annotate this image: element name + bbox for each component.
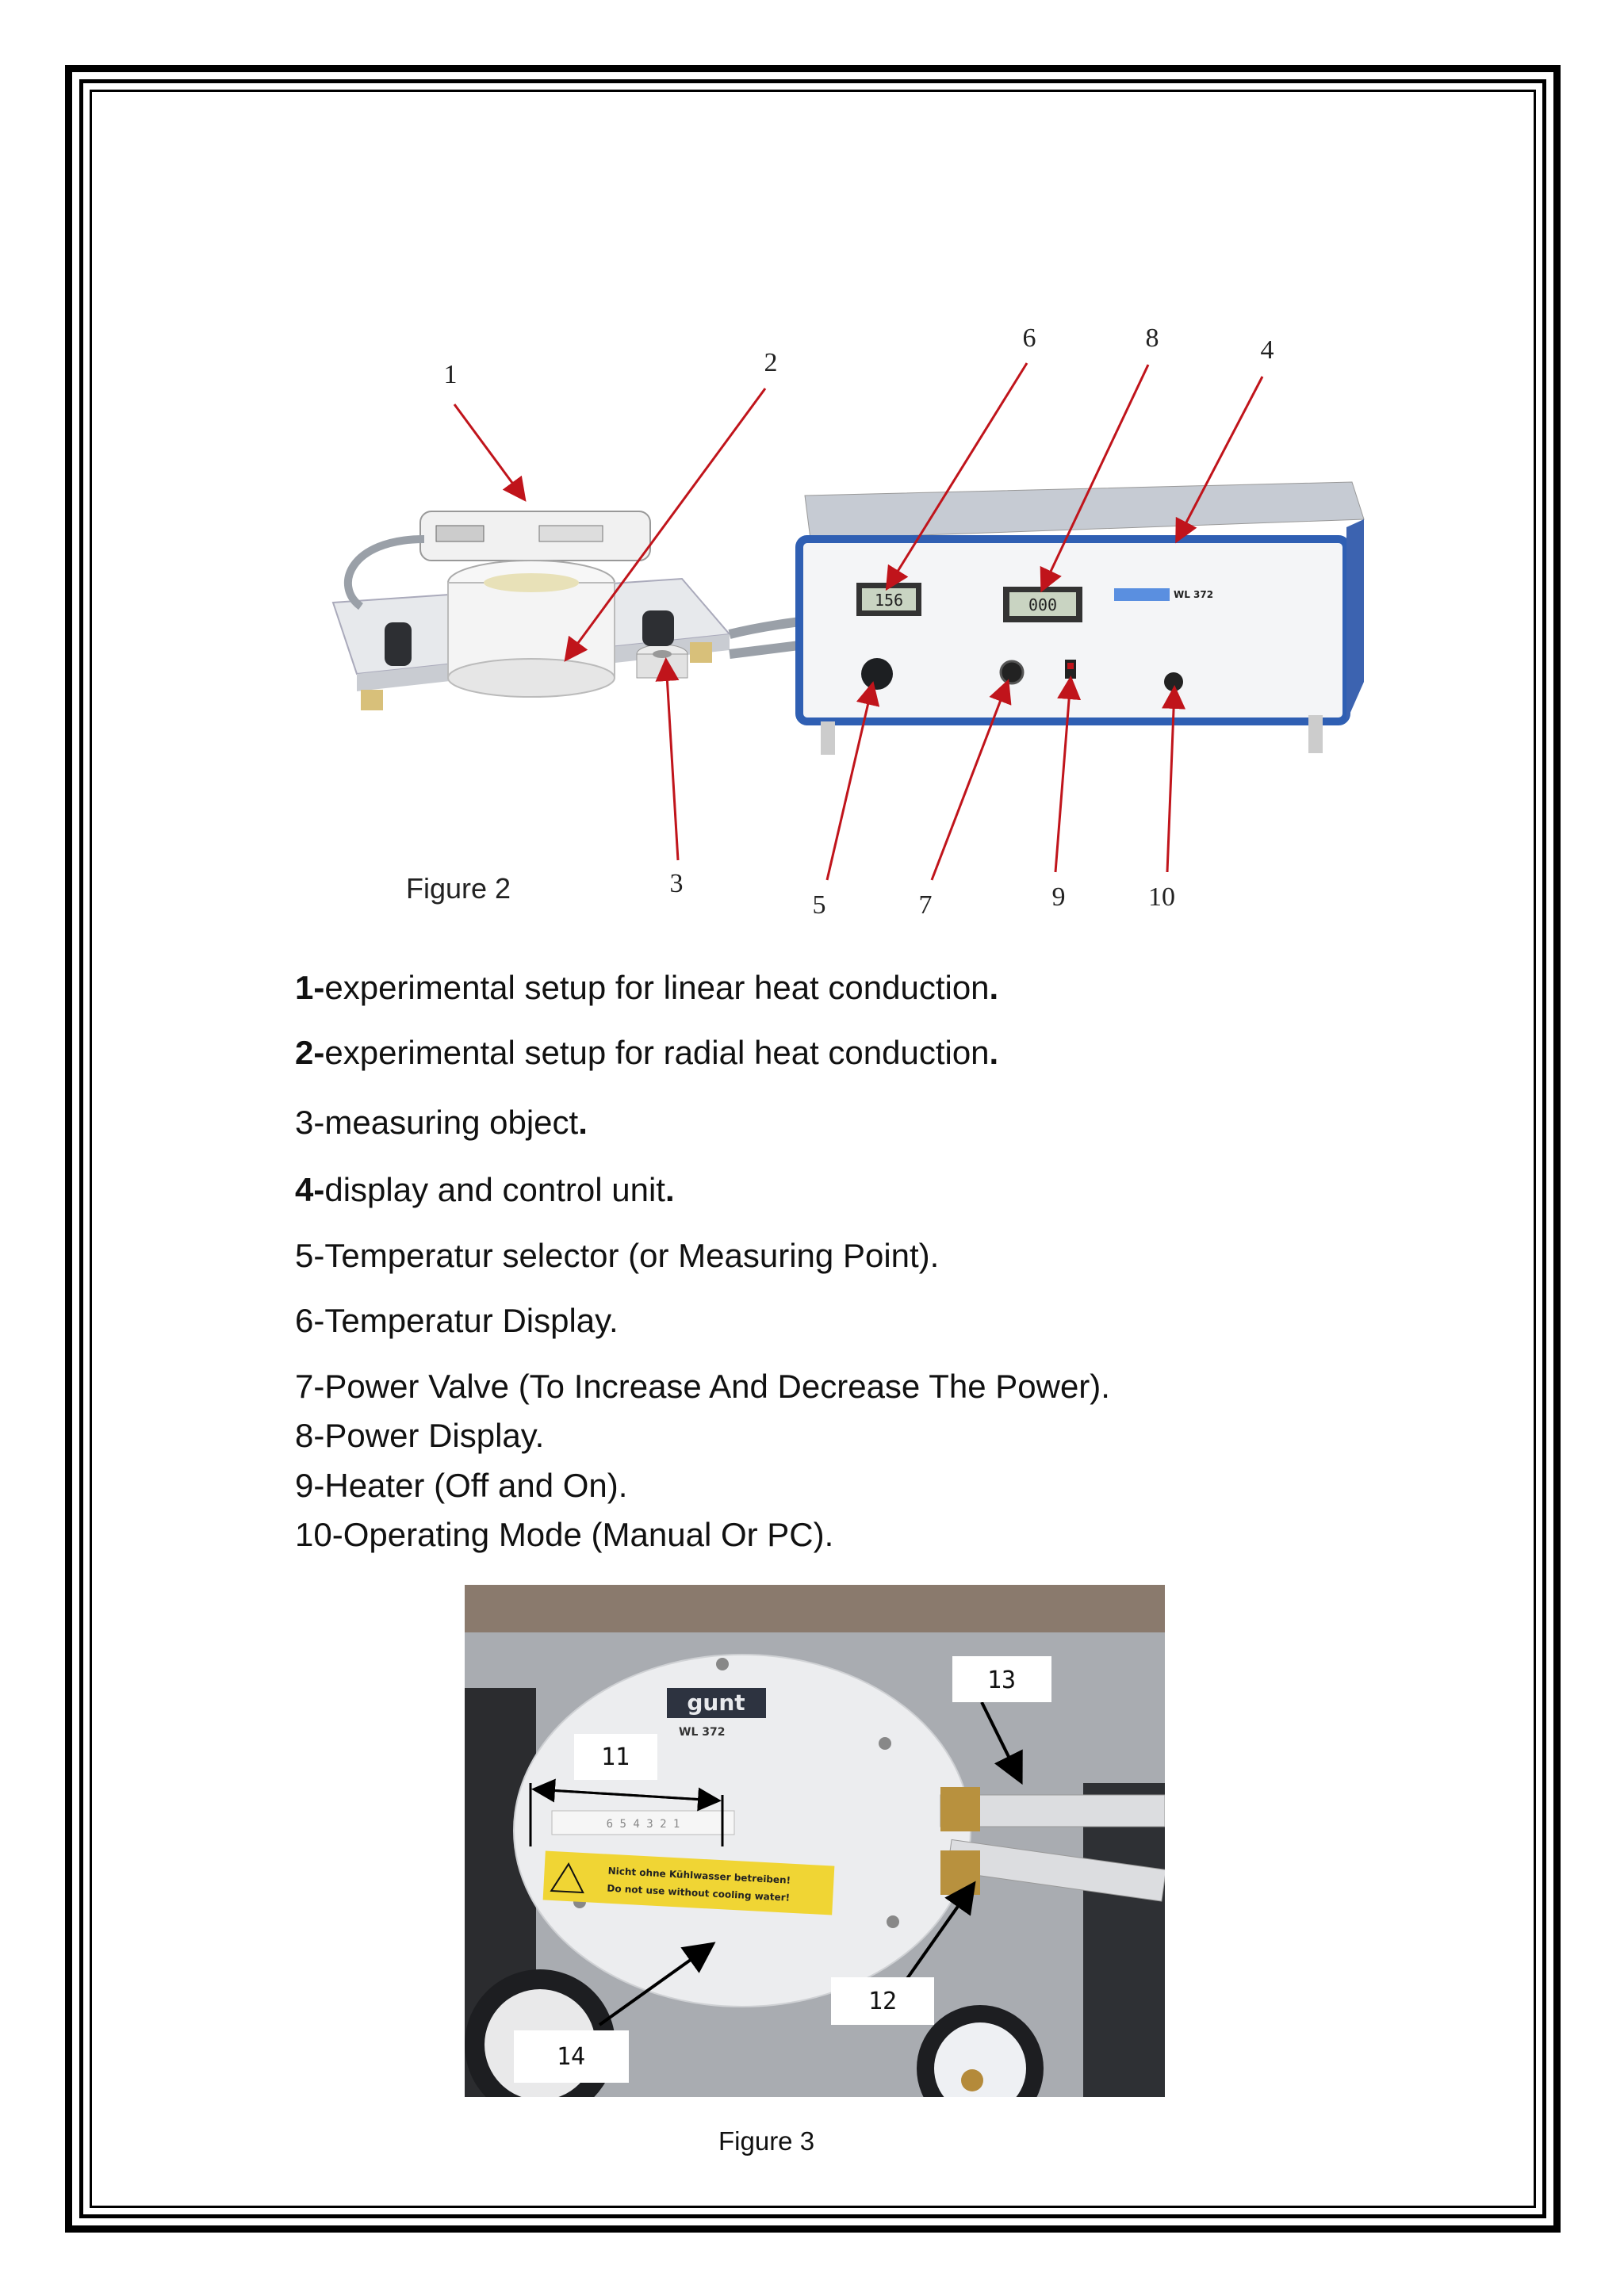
legend-item: 9-Heater (Off and On). [295,1467,628,1504]
figure-2-caption: Figure 2 [406,872,511,905]
figure-2-apparatus [285,301,1411,951]
unit-model-label: WL 372 [1174,589,1214,600]
callout-2: 2 [764,348,778,377]
callout-10: 10 [1148,882,1175,912]
legend-item: 6-Temperatur Display. [295,1302,619,1339]
callout-7: 7 [918,890,933,920]
legend-item: 8-Power Display. [295,1417,545,1454]
figure-3-caption: Figure 3 [718,2126,815,2156]
warning-line-2: Do not use without cooling water! [607,1882,791,1904]
disc-model-label: WL 372 [679,1726,726,1739]
callout-1: 1 [443,360,458,389]
legend-item: 5-Temperatur selector (or Measuring Point). [295,1237,940,1274]
temperature-readout: 156 [874,591,904,610]
control-unit [799,482,1364,755]
figure-3-photo [465,1585,1165,2097]
disc-brand-label: gunt [687,1689,745,1716]
label-11: 11 [600,1743,630,1771]
callout-8: 8 [1145,323,1159,353]
legend-item: 3-measuring object. [295,1104,588,1141]
legend-item: 1-experimental setup for linear heat conduction. [295,969,999,1006]
warning-line-1: Nicht ohne Kühlwasser betreiben! [607,1865,791,1886]
callout-9: 9 [1051,882,1066,912]
callout-5: 5 [812,890,826,920]
callout-4: 4 [1260,335,1274,365]
legend-item: 10-Operating Mode (Manual Or PC). [295,1516,834,1553]
label-14: 14 [556,2043,586,2071]
legend-item: 7-Power Valve (To Increase And Decrease The Power). [295,1368,1110,1405]
callout-6: 6 [1022,323,1036,353]
legend-item: 4-display and control unit. [295,1171,675,1208]
label-12: 12 [868,1988,898,2015]
measuring-point-scale: 6 5 4 3 2 1 [606,1818,680,1831]
legend-item: 2-experimental setup for radial heat conduction. [295,1034,999,1071]
power-readout: 000 [1028,595,1058,614]
callout-3: 3 [669,869,684,898]
label-13: 13 [986,1667,1017,1694]
